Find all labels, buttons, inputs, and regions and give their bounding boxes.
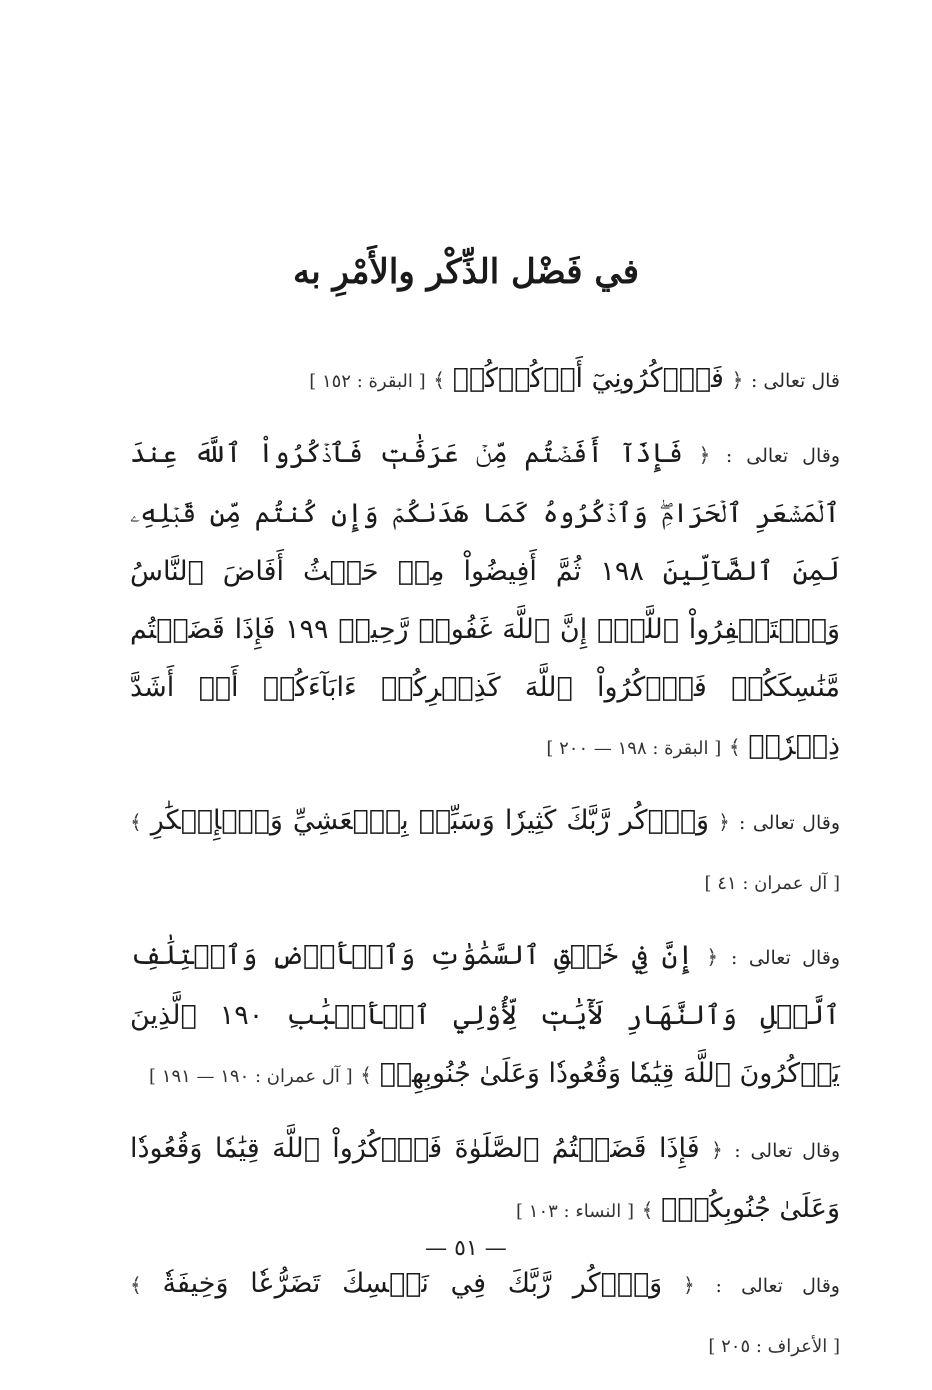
passage-1-reference: [ البقرة : ١٥٢ ] — [309, 371, 426, 392]
passage-2-reference: [ البقرة : ١٩٨ — ٢٠٠ ] — [546, 738, 722, 759]
passage-2-intro: وقال تعالى : — [725, 445, 841, 467]
passage-1 — [130, 350, 840, 411]
passage-4-reference: [ آل عمران : ١٩٠ — ١٩١ ] — [149, 1066, 353, 1087]
passage-5-intro: وقال تعالى : — [734, 1140, 841, 1162]
passage-6-intro: وقال تعالى : — [715, 1275, 840, 1297]
passage-6-close-brace: ﴾ — [130, 1273, 142, 1297]
passage-3-open-brace: ﴿ — [718, 810, 730, 834]
passage-4-verse: إِنَّ فِي خَلۡقِ ٱلسَّمَٰوَٰتِ وَٱلۡأَرۡضِ وَٱخۡتِلَٰفِ ٱلَّيۡلِ وَٱلنَّهَارِ لَأٓيَٰتٖ لِّأُوْلِي ٱلۡأَلۡبَٰبِ ١٩٠ ٱلَّذِينَ يَذۡكُرُونَ ٱللَّهَ قِيَٰمٗا وَقُعُودٗا وَعَلَىٰ جُنُوبِهِمۡ — [130, 940, 840, 1089]
passage-1-verse: فَٱذۡكُرُونِيٓ أَذۡكُرۡكُمۡ — [452, 363, 724, 394]
passage-1-open-brace: ﴿ — [731, 368, 744, 392]
passage-3 — [130, 792, 840, 913]
passage-3-close-brace: ﴾ — [130, 810, 142, 834]
passages-body — [130, 350, 840, 1390]
passage-6-reference: [ الأعراف : ٢٠٥ ] — [708, 1336, 840, 1357]
passage-4 — [130, 927, 840, 1106]
passage-2-close-brace: ﴾ — [728, 735, 741, 759]
passage-5-open-brace: ﴿ — [711, 1138, 723, 1162]
passage-3-intro: وقال تعالى : — [738, 812, 840, 834]
passage-6-verse: وَٱذۡكُر رَّبَّكَ فِي نَفۡسِكَ تَضَرُّعٗا وَخِيفَةٗ — [162, 1268, 663, 1299]
page-title: في فَضْل الذِّكْر والأَمْرِ به — [293, 252, 639, 292]
passage-5-close-brace: ﴾ — [641, 1198, 654, 1222]
passage-6-open-brace: ﴿ — [682, 1273, 695, 1297]
passage-6 — [130, 1255, 840, 1376]
page-number: — ٥١ — — [425, 1236, 507, 1261]
passage-3-verse: وَٱذۡكُر رَّبَّكَ كَثِيرٗا وَسَبِّحۡ بِٱلۡعَشِيِّ وَٱلۡإِبۡكَٰرِ — [150, 805, 710, 836]
passage-2 — [130, 425, 840, 778]
passage-5 — [130, 1120, 840, 1241]
passage-1-close-brace: ﴾ — [433, 368, 445, 392]
passage-2-open-brace: ﴿ — [698, 443, 711, 467]
passage-2-verse: فَإِذَآ أَفَضۡتُم مِّنۡ عَرَفَٰتٖ فَٱذۡكُرُواْ ٱللَّهَ عِندَ ٱلۡمَشۡعَرِ ٱلۡحَرَامِۖ وَٱذۡكُرُوهُ كَمَا هَدَىٰكُمۡ وَإِن كُنتُم مِّن قَبۡلِهِۦ لَمِنَ ٱلضَّآلِّينَ ١٩٨ ثُمَّ أَفِيضُواْ مِنۡ حَيۡثُ أَفَاضَ ٱلنَّاسُ وَٱسۡتَغۡفِرُواْ ٱللَّهَۚ إِنَّ ٱللَّهَ غَفُورٞ رَّحِيمٞ ١٩٩ فَإِذَا قَضَيۡتُم مَّنَٰسِكَكُمۡ فَٱذۡكُرُواْ ٱللَّهَ كَذِكۡرِكُمۡ ءَابَآءَكُمۡ أَوۡ أَشَدَّ ذِكۡرٗاۗ — [130, 438, 840, 761]
passage-1-intro: قال تعالى : — [750, 370, 840, 392]
passage-3-reference: [ آل عمران : ٤١ ] — [704, 873, 840, 894]
passage-5-verse: فَإِذَا قَضَيۡتُمُ ٱلصَّلَوٰةَ فَٱذۡكُرُواْ ٱللَّهَ قِيَٰمٗا وَقُعُودٗا وَعَلَىٰ جُنُوبِكُمۡۚ — [130, 1133, 840, 1224]
passage-4-intro: وقال تعالى : — [731, 947, 841, 969]
passage-4-close-brace: ﴾ — [360, 1063, 372, 1087]
passage-5-reference: [ النساء : ١٠٣ ] — [516, 1201, 634, 1222]
passage-4-open-brace: ﴿ — [706, 945, 719, 969]
